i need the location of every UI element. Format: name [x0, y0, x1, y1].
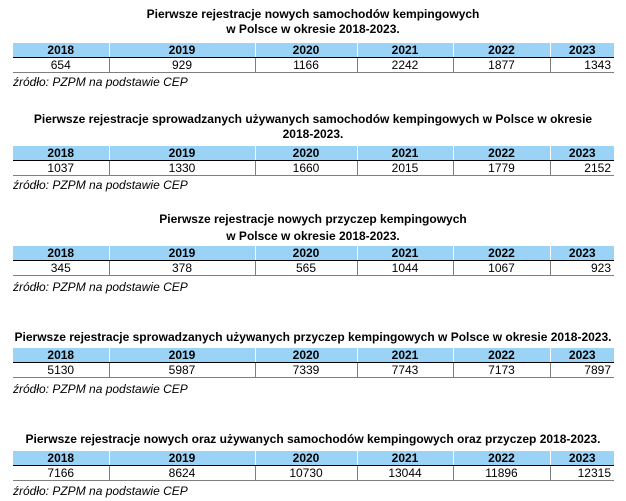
- value-cell: 7173: [453, 363, 550, 378]
- table-3: [13, 246, 614, 276]
- year-header: 2023: [550, 451, 614, 466]
- year-header: 2021: [357, 146, 453, 161]
- table-row: [13, 161, 614, 176]
- value-cell: 1343: [550, 58, 614, 73]
- table-2: [13, 146, 614, 176]
- value-cell: 13044: [357, 466, 453, 481]
- value-cell: 7897: [550, 363, 614, 378]
- value-cell: 7166: [13, 466, 109, 481]
- value-cell: 8624: [109, 466, 255, 481]
- table-2-title-line-2: 2018-2023.: [282, 127, 344, 141]
- value-cell: 929: [109, 58, 255, 73]
- year-header: 2022: [453, 43, 550, 58]
- year-header: 2018: [13, 451, 109, 466]
- header-row: [13, 348, 614, 363]
- year-header: 2020: [255, 246, 357, 261]
- table-row: [13, 58, 614, 73]
- year-header: 2018: [13, 43, 109, 58]
- year-header: 2019: [109, 146, 255, 161]
- value-cell: 1330: [109, 161, 255, 176]
- year-header: 2019: [109, 43, 255, 58]
- value-cell: 1877: [453, 58, 550, 73]
- header-row: [13, 43, 614, 58]
- value-cell: 1067: [453, 261, 550, 276]
- table-1-title-line-2: w Polsce w okresie 2018-2023.: [226, 22, 400, 36]
- year-header: 2021: [357, 348, 453, 363]
- year-header: 2019: [109, 451, 255, 466]
- value-cell: 565: [255, 261, 357, 276]
- table-4-title-line-1: Pierwsze rejestracje sprowadzanych używanych przyczep kempingowych w Polsce w okresie 2018-2023.: [14, 330, 612, 344]
- table-row: [13, 363, 614, 378]
- value-cell: 923: [550, 261, 614, 276]
- table-5-source: źródło: PZPM na podstawie CEP: [13, 484, 188, 498]
- value-cell: 10730: [255, 466, 357, 481]
- value-cell: 2152: [550, 161, 614, 176]
- year-header: 2022: [453, 146, 550, 161]
- year-header: 2023: [550, 246, 614, 261]
- value-cell: 7743: [357, 363, 453, 378]
- value-cell: 654: [13, 58, 109, 73]
- table-1-title-line-1: Pierwsze rejestracje nowych samochodów kempingowych: [146, 7, 480, 21]
- year-header: 2018: [13, 146, 109, 161]
- header-row: [13, 146, 614, 161]
- year-header: 2020: [255, 348, 357, 363]
- table-2-title-line-1: Pierwsze rejestracje sprowadzanych używanych samochodów kempingowych w Polsce w okresie: [33, 112, 593, 126]
- year-header: 2021: [357, 246, 453, 261]
- value-cell: 7339: [255, 363, 357, 378]
- value-cell: 2015: [357, 161, 453, 176]
- value-cell: 2242: [357, 58, 453, 73]
- value-cell: 1779: [453, 161, 550, 176]
- table-3-title-line-1: Pierwsze rejestracje nowych przyczep kempingowych: [159, 212, 467, 226]
- value-cell: 1037: [13, 161, 109, 176]
- table-1: [13, 43, 614, 73]
- year-header: 2021: [357, 451, 453, 466]
- year-header: 2019: [109, 246, 255, 261]
- header-row: [13, 246, 614, 261]
- table-4: [13, 348, 614, 378]
- year-header: 2018: [13, 348, 109, 363]
- header-row: [13, 451, 614, 466]
- value-cell: 12315: [550, 466, 614, 481]
- year-header: 2022: [453, 348, 550, 363]
- value-cell: 378: [109, 261, 255, 276]
- year-header: 2023: [550, 146, 614, 161]
- value-cell: 5130: [13, 363, 109, 378]
- year-header: 2019: [109, 348, 255, 363]
- year-header: 2020: [255, 43, 357, 58]
- value-cell: 5987: [109, 363, 255, 378]
- year-header: 2020: [255, 451, 357, 466]
- table-3-source: źródło: PZPM na podstawie CEP: [13, 280, 188, 294]
- year-header: 2022: [453, 246, 550, 261]
- value-cell: 345: [13, 261, 109, 276]
- year-header: 2023: [550, 43, 614, 58]
- value-cell: 11896: [453, 466, 550, 481]
- value-cell: 1660: [255, 161, 357, 176]
- table-5: [13, 451, 614, 481]
- table-3-title-line-2: w Polsce w okresie 2018-2023.: [226, 229, 400, 243]
- table-row: [13, 261, 614, 276]
- table-1-source: źródło: PZPM na podstawie CEP: [13, 75, 188, 89]
- year-header: 2022: [453, 451, 550, 466]
- table-5-title-line-1: Pierwsze rejestracje nowych oraz używanych samochodów kempingowych oraz przyczep 2018-2023.: [25, 432, 601, 446]
- year-header: 2023: [550, 348, 614, 363]
- table-row: [13, 466, 614, 481]
- table-4-source: źródło: PZPM na podstawie CEP: [13, 382, 188, 396]
- value-cell: 1166: [255, 58, 357, 73]
- year-header: 2018: [13, 246, 109, 261]
- table-2-source: źródło: PZPM na podstawie CEP: [13, 178, 188, 192]
- year-header: 2020: [255, 146, 357, 161]
- value-cell: 1044: [357, 261, 453, 276]
- year-header: 2021: [357, 43, 453, 58]
